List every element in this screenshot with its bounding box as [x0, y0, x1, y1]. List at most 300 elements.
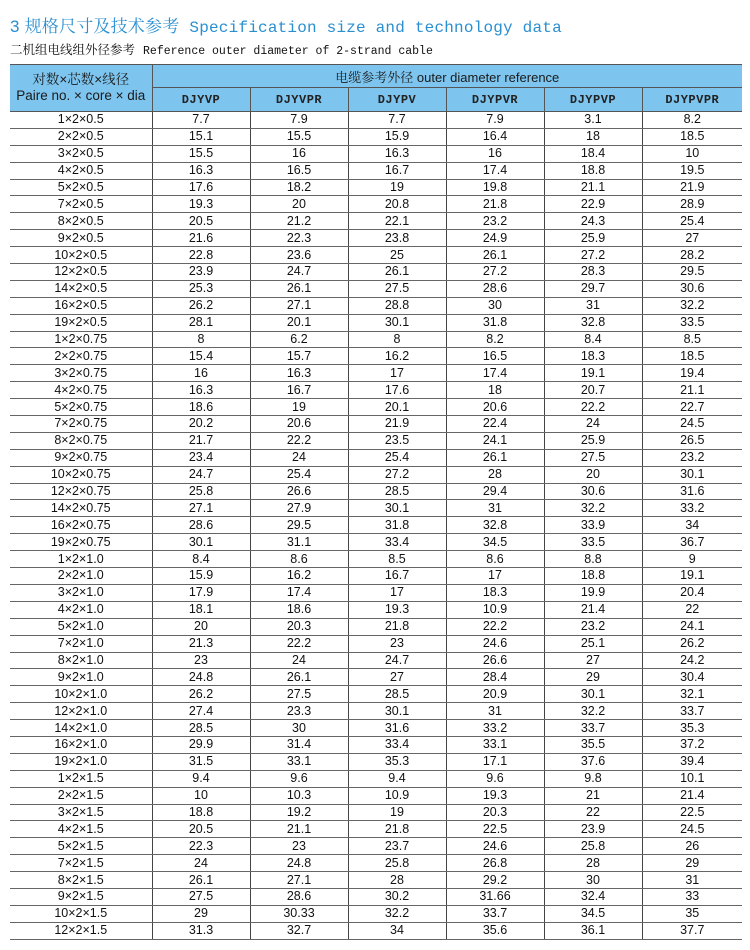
diameter-cell: 17.6 — [152, 179, 250, 196]
spec-cell: 2×2×1.0 — [10, 568, 152, 585]
diameter-cell: 17 — [348, 584, 446, 601]
diameter-cell: 31.6 — [348, 720, 446, 737]
diameter-cell: 33.5 — [642, 314, 742, 331]
table-row — [10, 821, 742, 838]
diameter-cell: 21.6 — [152, 230, 250, 247]
table-row — [10, 770, 742, 787]
diameter-cell: 23.6 — [250, 247, 348, 264]
diameter-cell: 20 — [544, 466, 642, 483]
diameter-cell: 15.5 — [152, 145, 250, 162]
diameter-cell: 18.4 — [544, 145, 642, 162]
table-row — [10, 112, 742, 129]
diameter-cell: 22.5 — [642, 804, 742, 821]
diameter-cell: 39.4 — [642, 753, 742, 770]
diameter-cell: 3.1 — [544, 112, 642, 129]
diameter-cell: 8.4 — [544, 331, 642, 348]
diameter-cell: 25.4 — [642, 213, 742, 230]
diameter-cell: 31 — [544, 297, 642, 314]
diameter-cell: 25.9 — [544, 230, 642, 247]
diameter-cell: 25.8 — [152, 483, 250, 500]
diameter-cell: 35.3 — [348, 753, 446, 770]
table-row — [10, 314, 742, 331]
table-row — [10, 736, 742, 753]
table-body — [10, 112, 742, 940]
spec-cell: 12×2×1.5 — [10, 922, 152, 939]
table-row — [10, 247, 742, 264]
table-row — [10, 720, 742, 737]
diameter-cell: 22 — [544, 804, 642, 821]
table-row — [10, 855, 742, 872]
diameter-cell: 28.3 — [544, 264, 642, 281]
diameter-cell: 24.6 — [446, 838, 544, 855]
diameter-cell: 22.2 — [446, 618, 544, 635]
diameter-cell: 33.1 — [446, 736, 544, 753]
diameter-cell: 21.7 — [152, 432, 250, 449]
diameter-cell: 31.5 — [152, 753, 250, 770]
diameter-cell: 20.3 — [250, 618, 348, 635]
diameter-cell: 35 — [642, 905, 742, 922]
spec-cell: 5×2×0.75 — [10, 399, 152, 416]
diameter-cell: 24.9 — [446, 230, 544, 247]
diameter-cell: 6.2 — [250, 331, 348, 348]
diameter-cell: 10.9 — [446, 601, 544, 618]
table-row — [10, 635, 742, 652]
diameter-cell: 26.1 — [152, 872, 250, 889]
table-row — [10, 449, 742, 466]
diameter-cell: 24.6 — [446, 635, 544, 652]
diameter-cell: 29.5 — [250, 517, 348, 534]
diameter-cell: 34 — [642, 517, 742, 534]
diameter-cell: 20.6 — [446, 399, 544, 416]
diameter-cell: 32.1 — [642, 686, 742, 703]
spec-cell: 4×2×1.0 — [10, 601, 152, 618]
table-row — [10, 297, 742, 314]
diameter-cell: 10.3 — [250, 787, 348, 804]
table-row — [10, 703, 742, 720]
table-row — [10, 584, 742, 601]
diameter-cell: 15.7 — [250, 348, 348, 365]
diameter-cell: 16.5 — [250, 162, 348, 179]
diameter-cell: 30.4 — [642, 669, 742, 686]
diameter-cell: 9.8 — [544, 770, 642, 787]
spec-cell: 3×2×0.75 — [10, 365, 152, 382]
diameter-cell: 37.7 — [642, 922, 742, 939]
diameter-cell: 20.1 — [250, 314, 348, 331]
diameter-cell: 28.6 — [446, 280, 544, 297]
spec-cell: 16×2×0.75 — [10, 517, 152, 534]
diameter-cell: 24.7 — [250, 264, 348, 281]
diameter-cell: 16 — [446, 145, 544, 162]
diameter-cell: 29.7 — [544, 280, 642, 297]
table-row — [10, 568, 742, 585]
diameter-cell: 20.7 — [544, 382, 642, 399]
spec-cell: 8×2×0.5 — [10, 213, 152, 230]
table-row — [10, 365, 742, 382]
diameter-cell: 26.8 — [446, 855, 544, 872]
spec-cell: 10×2×1.5 — [10, 905, 152, 922]
diameter-cell: 24.1 — [446, 432, 544, 449]
diameter-cell: 18.2 — [250, 179, 348, 196]
table-row — [10, 432, 742, 449]
table-caption — [10, 40, 433, 58]
diameter-cell: 22.2 — [250, 635, 348, 652]
spec-cell: 10×2×0.5 — [10, 247, 152, 264]
diameter-cell: 28 — [348, 872, 446, 889]
diameter-cell: 21.8 — [348, 821, 446, 838]
diameter-cell: 30.1 — [348, 500, 446, 517]
diameter-cell: 28.2 — [642, 247, 742, 264]
spec-cell: 9×2×1.5 — [10, 888, 152, 905]
diameter-cell: 20.1 — [348, 399, 446, 416]
diameter-cell: 28 — [446, 466, 544, 483]
table-row — [10, 348, 742, 365]
diameter-cell: 7.9 — [250, 112, 348, 129]
table-row — [10, 618, 742, 635]
diameter-cell: 15.5 — [250, 128, 348, 145]
diameter-cell: 21.1 — [544, 179, 642, 196]
table-row — [10, 922, 742, 939]
diameter-cell: 24.8 — [250, 855, 348, 872]
diameter-cell: 23 — [152, 652, 250, 669]
table-row — [10, 517, 742, 534]
diameter-cell: 28.4 — [446, 669, 544, 686]
diameter-cell: 20.5 — [152, 821, 250, 838]
diameter-cell: 7.7 — [152, 112, 250, 129]
spec-cell: 9×2×1.0 — [10, 669, 152, 686]
diameter-cell: 25.4 — [348, 449, 446, 466]
diameter-cell: 18.8 — [544, 162, 642, 179]
table-row — [10, 652, 742, 669]
diameter-cell: 17.4 — [446, 162, 544, 179]
table-row — [10, 399, 742, 416]
diameter-cell: 19.5 — [642, 162, 742, 179]
table-caption-cn: 二机组电线组外径参考 — [10, 43, 136, 57]
diameter-cell: 20.2 — [152, 416, 250, 433]
diameter-cell: 7.7 — [348, 112, 446, 129]
diameter-cell: 32.2 — [642, 297, 742, 314]
spec-cell: 1×2×1.5 — [10, 770, 152, 787]
diameter-cell: 10.1 — [642, 770, 742, 787]
diameter-cell: 19.3 — [446, 787, 544, 804]
diameter-cell: 27 — [544, 652, 642, 669]
diameter-cell: 34.5 — [544, 905, 642, 922]
diameter-cell: 23.2 — [544, 618, 642, 635]
diameter-cell: 23.5 — [348, 432, 446, 449]
diameter-cell: 17 — [348, 365, 446, 382]
diameter-cell: 30.6 — [642, 280, 742, 297]
spec-cell: 1×2×0.5 — [10, 112, 152, 129]
diameter-cell: 32.2 — [544, 500, 642, 517]
diameter-cell: 8.5 — [348, 551, 446, 568]
diameter-cell: 32.8 — [544, 314, 642, 331]
diameter-cell: 28.6 — [250, 888, 348, 905]
table-row — [10, 804, 742, 821]
group-header-cn: 电缆参考外径 — [335, 69, 414, 85]
diameter-cell: 22.2 — [544, 399, 642, 416]
diameter-cell: 15.9 — [348, 128, 446, 145]
diameter-cell: 28.5 — [348, 686, 446, 703]
diameter-cell: 31 — [642, 872, 742, 889]
diameter-cell: 24 — [250, 449, 348, 466]
diameter-cell: 29 — [642, 855, 742, 872]
diameter-cell: 21.8 — [446, 196, 544, 213]
diameter-cell: 8.2 — [642, 112, 742, 129]
column-header: DJYPVR — [446, 88, 544, 112]
diameter-cell: 26.2 — [642, 635, 742, 652]
diameter-cell: 23.9 — [152, 264, 250, 281]
diameter-cell: 26.1 — [250, 280, 348, 297]
diameter-cell: 31.6 — [642, 483, 742, 500]
diameter-cell: 19 — [348, 804, 446, 821]
diameter-cell: 28.6 — [152, 517, 250, 534]
diameter-cell: 26.5 — [642, 432, 742, 449]
diameter-cell: 33 — [642, 888, 742, 905]
table-row — [10, 787, 742, 804]
diameter-cell: 29.9 — [152, 736, 250, 753]
table-row — [10, 753, 742, 770]
diameter-cell: 15.4 — [152, 348, 250, 365]
spec-cell: 1×2×1.0 — [10, 551, 152, 568]
table-row — [10, 280, 742, 297]
spec-cell: 10×2×1.0 — [10, 686, 152, 703]
diameter-cell: 21.1 — [642, 382, 742, 399]
spec-cell: 2×2×1.5 — [10, 787, 152, 804]
diameter-cell: 27.1 — [152, 500, 250, 517]
diameter-cell: 18.5 — [642, 348, 742, 365]
diameter-cell: 32.2 — [348, 905, 446, 922]
diameter-cell: 16.5 — [446, 348, 544, 365]
diameter-cell: 20.9 — [446, 686, 544, 703]
diameter-cell: 18.6 — [250, 601, 348, 618]
diameter-cell: 30.1 — [348, 314, 446, 331]
diameter-cell: 23.2 — [446, 213, 544, 230]
spec-cell: 4×2×0.75 — [10, 382, 152, 399]
diameter-cell: 8.5 — [642, 331, 742, 348]
table-row — [10, 500, 742, 517]
diameter-cell: 16.2 — [348, 348, 446, 365]
diameter-cell: 9.6 — [250, 770, 348, 787]
diameter-cell: 20 — [152, 618, 250, 635]
section-title-en: Specification size and technology data — [189, 19, 562, 37]
diameter-cell: 16.7 — [348, 568, 446, 585]
diameter-cell: 26.1 — [348, 264, 446, 281]
diameter-cell: 30.1 — [642, 466, 742, 483]
diameter-cell: 24.2 — [642, 652, 742, 669]
diameter-cell: 16.3 — [152, 382, 250, 399]
diameter-cell: 19 — [250, 399, 348, 416]
diameter-cell: 32.4 — [544, 888, 642, 905]
table-row — [10, 196, 742, 213]
diameter-cell: 27 — [642, 230, 742, 247]
spec-cell: 7×2×1.5 — [10, 855, 152, 872]
diameter-cell: 30.1 — [152, 534, 250, 551]
diameter-cell: 24 — [250, 652, 348, 669]
diameter-cell: 22.4 — [446, 416, 544, 433]
diameter-cell: 29 — [152, 905, 250, 922]
diameter-cell: 30.2 — [348, 888, 446, 905]
group-header — [152, 65, 742, 88]
diameter-cell: 35.6 — [446, 922, 544, 939]
spec-cell: 7×2×0.75 — [10, 416, 152, 433]
diameter-cell: 28.8 — [348, 297, 446, 314]
diameter-cell: 31.1 — [250, 534, 348, 551]
diameter-cell: 33.2 — [446, 720, 544, 737]
diameter-cell: 21.1 — [250, 821, 348, 838]
diameter-cell: 17.6 — [348, 382, 446, 399]
diameter-cell: 26.1 — [250, 669, 348, 686]
table-row — [10, 669, 742, 686]
diameter-cell: 30.33 — [250, 905, 348, 922]
diameter-cell: 9.4 — [152, 770, 250, 787]
diameter-cell: 20.8 — [348, 196, 446, 213]
spec-cell: 9×2×0.75 — [10, 449, 152, 466]
spec-cell: 14×2×0.5 — [10, 280, 152, 297]
spec-cell: 7×2×0.5 — [10, 196, 152, 213]
diameter-cell: 27.1 — [250, 872, 348, 889]
diameter-cell: 33.5 — [544, 534, 642, 551]
diameter-cell: 19.9 — [544, 584, 642, 601]
diameter-cell: 22.3 — [152, 838, 250, 855]
diameter-cell: 22.9 — [544, 196, 642, 213]
diameter-cell: 8.6 — [250, 551, 348, 568]
diameter-cell: 31.3 — [152, 922, 250, 939]
diameter-cell: 8.4 — [152, 551, 250, 568]
spec-cell: 9×2×0.5 — [10, 230, 152, 247]
diameter-cell: 9.4 — [348, 770, 446, 787]
diameter-cell: 26.2 — [152, 686, 250, 703]
diameter-cell: 16 — [250, 145, 348, 162]
diameter-cell: 22.2 — [250, 432, 348, 449]
diameter-cell: 25.8 — [544, 838, 642, 855]
diameter-cell: 21.9 — [642, 179, 742, 196]
diameter-cell: 17.4 — [446, 365, 544, 382]
diameter-cell: 30 — [446, 297, 544, 314]
diameter-cell: 23.3 — [250, 703, 348, 720]
spec-cell: 8×2×0.75 — [10, 432, 152, 449]
diameter-cell: 20.3 — [446, 804, 544, 821]
diameter-cell: 16.3 — [250, 365, 348, 382]
table-row — [10, 145, 742, 162]
diameter-cell: 26.1 — [446, 449, 544, 466]
diameter-cell: 18.8 — [152, 804, 250, 821]
spec-cell: 3×2×1.0 — [10, 584, 152, 601]
diameter-cell: 27.2 — [446, 264, 544, 281]
diameter-cell: 22.8 — [152, 247, 250, 264]
diameter-cell: 34 — [348, 922, 446, 939]
table-row — [10, 601, 742, 618]
diameter-cell: 29.2 — [446, 872, 544, 889]
spec-cell: 12×2×0.5 — [10, 264, 152, 281]
diameter-cell: 33.1 — [250, 753, 348, 770]
diameter-cell: 24.7 — [348, 652, 446, 669]
diameter-cell: 18.6 — [152, 399, 250, 416]
table-row — [10, 331, 742, 348]
diameter-cell: 21.8 — [348, 618, 446, 635]
table-row — [10, 551, 742, 568]
diameter-cell: 19.2 — [250, 804, 348, 821]
diameter-cell: 23 — [250, 838, 348, 855]
diameter-cell: 27 — [348, 669, 446, 686]
diameter-cell: 33.4 — [348, 534, 446, 551]
spec-cell: 19×2×0.75 — [10, 534, 152, 551]
diameter-cell: 25.9 — [544, 432, 642, 449]
section-number: 3 — [10, 17, 20, 36]
diameter-cell: 30.1 — [348, 703, 446, 720]
table-row — [10, 872, 742, 889]
diameter-cell: 27.4 — [152, 703, 250, 720]
column-header: DJYVPR — [250, 88, 348, 112]
diameter-cell: 17.4 — [250, 584, 348, 601]
diameter-cell: 22.7 — [642, 399, 742, 416]
diameter-cell: 35.3 — [642, 720, 742, 737]
diameter-cell: 17.1 — [446, 753, 544, 770]
diameter-cell: 31 — [446, 703, 544, 720]
diameter-cell: 21.9 — [348, 416, 446, 433]
diameter-cell: 16.3 — [348, 145, 446, 162]
diameter-cell: 15.1 — [152, 128, 250, 145]
diameter-cell: 23.2 — [642, 449, 742, 466]
diameter-cell: 20.5 — [152, 213, 250, 230]
column-header: DJYPV — [348, 88, 446, 112]
diameter-cell: 19.1 — [642, 568, 742, 585]
diameter-cell: 36.7 — [642, 534, 742, 551]
table-row — [10, 264, 742, 281]
diameter-cell: 31 — [446, 500, 544, 517]
diameter-cell: 32.2 — [544, 703, 642, 720]
diameter-cell: 37.6 — [544, 753, 642, 770]
diameter-cell: 29.4 — [446, 483, 544, 500]
diameter-cell: 21.3 — [152, 635, 250, 652]
table-row — [10, 905, 742, 922]
spec-cell: 3×2×1.5 — [10, 804, 152, 821]
table-row — [10, 230, 742, 247]
diameter-cell: 10.9 — [348, 787, 446, 804]
diameter-cell: 31.66 — [446, 888, 544, 905]
diameter-cell: 28.5 — [348, 483, 446, 500]
diameter-cell: 16 — [152, 365, 250, 382]
spec-cell: 10×2×0.75 — [10, 466, 152, 483]
table-row — [10, 382, 742, 399]
diameter-cell: 9.6 — [446, 770, 544, 787]
diameter-cell: 23.4 — [152, 449, 250, 466]
spec-table — [10, 64, 742, 940]
diameter-cell: 21.4 — [642, 787, 742, 804]
diameter-cell: 23.8 — [348, 230, 446, 247]
diameter-cell: 28.9 — [642, 196, 742, 213]
table-row — [10, 213, 742, 230]
diameter-cell: 17.9 — [152, 584, 250, 601]
diameter-cell: 20.4 — [642, 584, 742, 601]
diameter-cell: 27.2 — [544, 247, 642, 264]
diameter-cell: 16.2 — [250, 568, 348, 585]
diameter-cell: 16.3 — [152, 162, 250, 179]
spec-cell: 14×2×0.75 — [10, 500, 152, 517]
diameter-cell: 7.9 — [446, 112, 544, 129]
diameter-cell: 30.1 — [544, 686, 642, 703]
table-row — [10, 838, 742, 855]
diameter-cell: 10 — [642, 145, 742, 162]
spec-cell: 4×2×1.5 — [10, 821, 152, 838]
diameter-cell: 29.5 — [642, 264, 742, 281]
diameter-cell: 8.6 — [446, 551, 544, 568]
diameter-cell: 37.2 — [642, 736, 742, 753]
diameter-cell: 33.7 — [446, 905, 544, 922]
diameter-cell: 25.4 — [250, 466, 348, 483]
table-row — [10, 179, 742, 196]
diameter-cell: 18.8 — [544, 568, 642, 585]
diameter-cell: 27.1 — [250, 297, 348, 314]
diameter-cell: 24.3 — [544, 213, 642, 230]
